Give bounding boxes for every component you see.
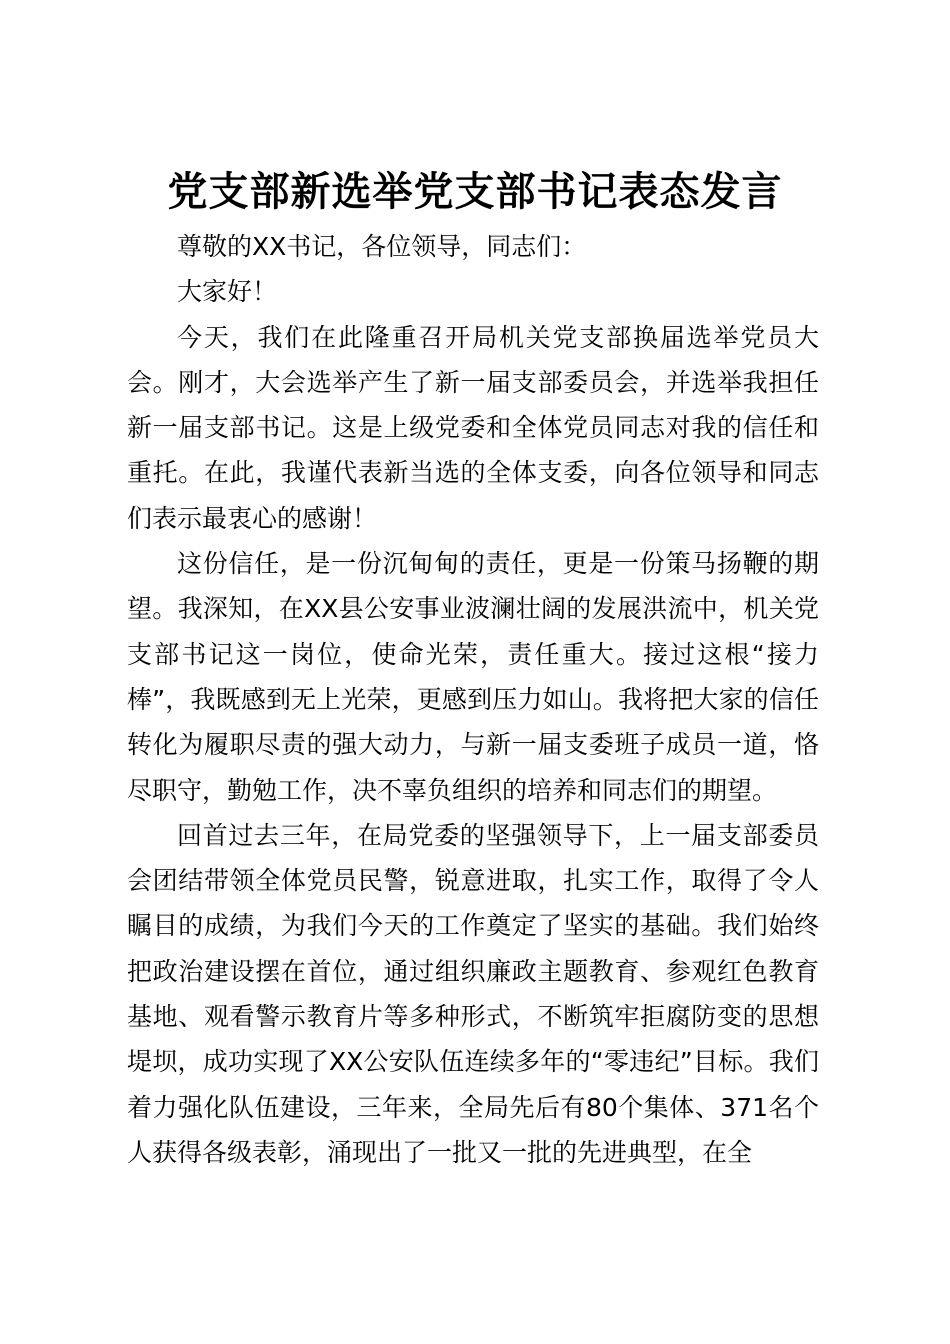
- salutation-paragraph: 尊敬的XX书记，各位领导，同志们：: [177, 232, 587, 261]
- document-body: [127, 224, 819, 1175]
- body-paragraph: 今天，我们在此隆重召开局机关党支部换届选举党员大会。刚才，大会选举产生了新一届支部委员会，并选举我担任新一届支部书记。这是上级党委和全体党员同志对我的信任和重托。在此，我谨代表新当选的全体支委，向各位领导和同志们表示最衷心的感谢！: [127, 322, 819, 533]
- body-paragraph: 这份信任，是一份沉甸甸的责任，更是一份策马扬鞭的期望。我深知，在XX县公安事业波澜壮阔的发展洪流中，机关党支部书记这一岗位，使命光荣，责任重大。接过这根“接力棒”，我既感到无上光荣，更感到压力如山。我将把大家的信任转化为履职尽责的强大动力，与新一届支委班子成员一道，恪尽职守，勤勉工作，决不辜负组织的培养和同志们的期望。: [127, 549, 819, 805]
- body-paragraph: 回首过去三年，在局党委的坚强领导下，上一届支部委员会团结带领全体党员民警，锐意进取，扎实工作，取得了令人瞩目的成绩，为我们今天的工作奠定了坚实的基础。我们始终把政治建设摆在首位，通过组织廉政主题教育、参观红色教育基地、观看警示教育片等多种形式，不断筑牢拒腐防变的思想堤坝，成功实现了XX公安队伍连续多年的“零违纪”目标。我们着力强化队伍建设，三年来，全局先后有80个集体、371名个人获得各级表彰，涌现出了一批又一批的先进典型，在全: [127, 820, 819, 1167]
- document-title: 党支部新选举党支部书记表态发言: [167, 168, 783, 215]
- greeting-paragraph: 大家好！: [177, 277, 278, 307]
